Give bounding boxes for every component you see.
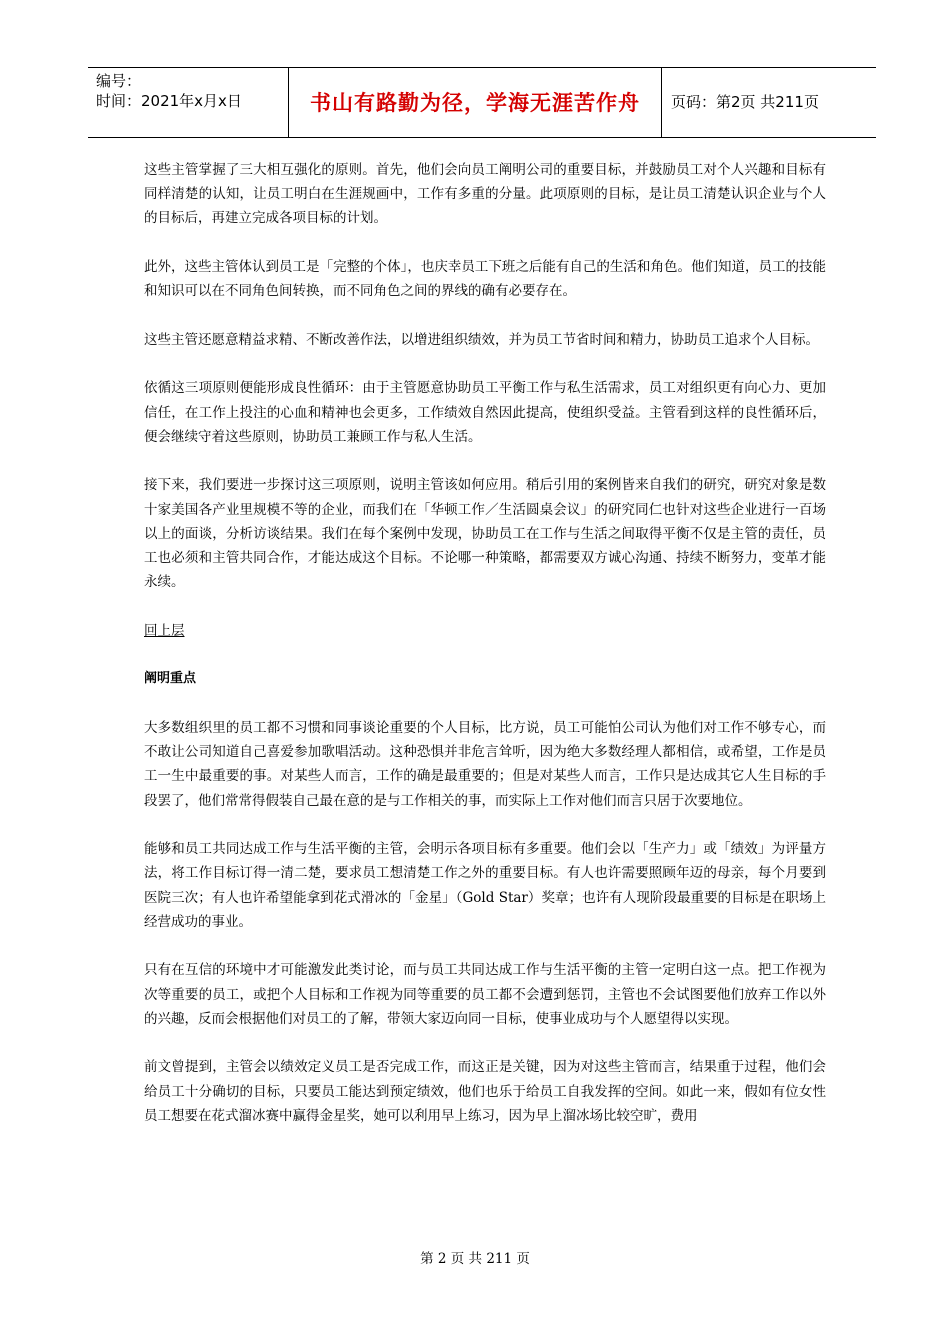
time-label: 时间：2021年x月x日 [96, 92, 242, 110]
paragraph: 这些主管掌握了三大相互强化的原则。首先，他们会向员工阐明公司的重要目标，并鼓励员工对个人兴趣和目标有同样清楚的认知，让员工明白在生涯规画中，工作有多重的分量。此项原则的目标，是让员工清楚认识企业与个人的目标后，再建立完成各项目标的计划。 [144, 162, 826, 227]
paragraph: 依循这三项原则便能形成良性循环：由于主管愿意协助员工平衡工作与私生活需求，员工对组织更有向心力、更加信任，在工作上投注的心血和精神也会更多，工作绩效自然因此提高，使组织受益。主管看到这样的良性循环后，便会继续守着这些原则，协助员工兼顾工作与私人生活。 [144, 380, 826, 445]
paragraph: 接下来，我们要进一步探讨这三项原则，说明主管该如何应用。稍后引用的案例皆来自我们的研究，研究对象是数十家美国各产业里规模不等的企业，而我们在「华顿工作／生活圆桌会议」的研究同仁也针对这些企业进行一百场以上的面谈，分析访谈结果。我们在每个案例中发现，协助员工在工作与生活之间取得平衡不仅是主管的责任，员工也必须和主管共同合作，才能达成这个目标。不论哪一种策略，都需要双方诚心沟通、持续不断努力，变革才能永续。 [144, 477, 826, 591]
back-link[interactable]: 回上层 [144, 622, 185, 639]
header-motto-cell [288, 68, 662, 137]
document-body [144, 158, 826, 1152]
page-info: 页码：第2页 共211页 [671, 93, 819, 111]
paragraph: 这些主管还愿意精益求精、不断改善作法，以增进组织绩效，并为员工节省时间和精力，协助员工追求个人目标。 [144, 331, 819, 348]
motto: 书山有路勤为径，学海无涯苦作舟 [310, 91, 640, 115]
section-heading: 阐明重点 [144, 671, 197, 687]
paragraph: 此外，这些主管体认到员工是「完整的个体」，也庆幸员工下班之后能有自己的生活和角色。他们知道，员工的技能和知识可以在不同角色间转换，而不同角色之间的界线的确有必要存在。 [144, 259, 826, 300]
paragraph: 能够和员工共同达成工作与生活平衡的主管，会明示各项目标有多重要。他们会以「生产力」或「绩效」为评量方法，将工作目标订得一清二楚，要求员工想清楚工作之外的重要目标。有人也许需要照顾年迈的母亲，每个月要到医院三次；有人也许希望能拿到花式滑冰的「金星」（Gold Star）奖章；也许有人现阶段最重要的目标是在职场上经营成功的事业。 [144, 841, 826, 930]
header-left-cell [88, 68, 288, 137]
paragraph: 只有在互信的环境中才可能激发此类讨论，而与员工共同达成工作与生活平衡的主管一定明白这一点。把工作视为次等重要的员工，或把个人目标和工作视为同等重要的员工都不会遭到惩罚，主管也不会试图要他们放弃工作以外的兴趣，反而会根据他们对员工的了解，带领大家迈向同一目标，使事业成功与个人愿望得以实现。 [144, 962, 826, 1027]
number-label: 编号： [96, 72, 142, 90]
header-page-cell [661, 68, 876, 137]
paragraph: 大多数组织里的员工都不习惯和同事谈论重要的个人目标，比方说，员工可能怕公司认为他们对工作不够专心，而不敢让公司知道自己喜爱参加歌唱活动。这种恐惧并非危言耸听，因为绝大多数经理人都相信，或希望，工作是员工一生中最重要的事。对某些人而言，工作的确是最重要的；但是对某些人而言，工作只是达成其它人生目标的手段罢了，他们常常得假装自己最在意的是与工作相关的事，而实际上工作对他们而言只居于次要地位。 [144, 719, 826, 809]
header-table [88, 67, 876, 138]
paragraph: 前文曾提到，主管会以绩效定义员工是否完成工作，而这正是关键，因为对这些主管而言，结果重于过程，他们会给员工十分确切的目标，只要员工能达到预定绩效，他们也乐于给员工自我发挥的空间。如此一来，假如有位女性员工想要在花式溜冰赛中赢得金星奖，她可以利用早上练习，因为早上溜冰场比较空旷，费用 [144, 1059, 826, 1124]
page-footer: 第 2 页 共 211 页 [420, 1251, 530, 1267]
